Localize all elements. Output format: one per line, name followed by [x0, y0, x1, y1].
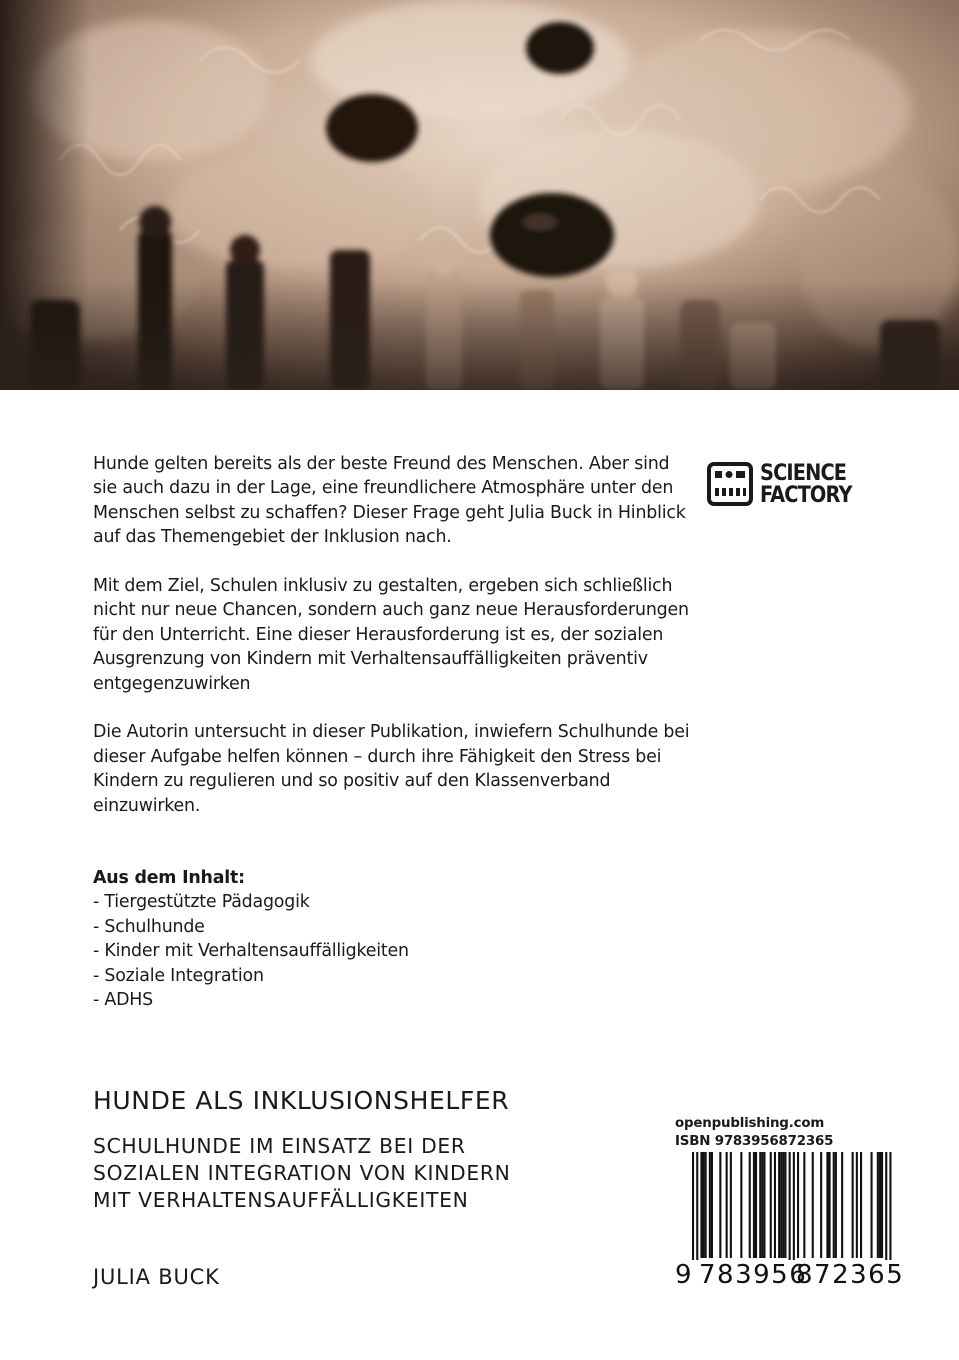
list-item: - Tiergestützte Pädagogik	[93, 892, 310, 913]
barcode-bar	[711, 1152, 713, 1258]
barcode-bar	[749, 1152, 751, 1258]
logo-line-2: FACTORY	[760, 482, 852, 508]
book-author: JULIA BUCK	[93, 1265, 220, 1289]
barcode-bar	[759, 1152, 761, 1258]
list-item: - Kinder mit Verhaltensauffälligkeiten	[93, 941, 409, 962]
barcode-bar	[797, 1152, 799, 1258]
barcode-bar	[780, 1152, 782, 1258]
barcode-bar	[841, 1152, 843, 1258]
barcode-bar	[820, 1152, 822, 1258]
barcode-bar	[852, 1152, 854, 1258]
blurb-paragraph: Die Autorin untersucht in dieser Publikation, inwiefern Schulhunde bei dieser Aufgabe helfen können – durch ihre Fähigkeit den Stress bei Kindern zu regulieren und so positiv auf den Klassenverband einzuwirken.	[93, 722, 690, 816]
publisher-website: openpublishing.com	[675, 1116, 825, 1131]
blurb-paragraph: Mit dem Ziel, Schulen inklusiv zu gestalten, ergeben sich schließlich nicht nur neue Chancen, sondern auch ganz neue Herausforderungen für den Unterricht. Eine dieser Herausforderung ist es, der sozialen Ausgrenzung von Kindern mit Verhaltensauffälligkeiten präventiv entgegenzuwirken	[93, 576, 689, 694]
barcode-bar	[755, 1152, 757, 1258]
list-item: - Schulhunde	[93, 916, 205, 937]
barcode-bar	[835, 1152, 837, 1258]
barcode-bar	[761, 1152, 763, 1258]
barcode-bar	[877, 1152, 879, 1258]
list-item: - Soziale Integration	[93, 965, 264, 986]
barcode-bar	[829, 1152, 831, 1258]
book-subtitle	[93, 1133, 633, 1214]
barcode-bar	[812, 1152, 814, 1258]
subtitle-line: SCHULHUNDE IM EINSATZ BEI DER	[93, 1134, 466, 1158]
dog-chess-photo	[0, 0, 959, 390]
barcode-bar	[889, 1152, 891, 1260]
barcode-bar	[885, 1152, 887, 1260]
subtitle-line: MIT VERHALTENSAUFFÄLLIGKEITEN	[93, 1188, 469, 1212]
blurb	[93, 452, 693, 842]
barcode-bar	[726, 1152, 728, 1258]
barcode-bar	[789, 1152, 791, 1260]
isbn-label: ISBN 9783956872365	[675, 1134, 834, 1149]
barcode-bar	[703, 1152, 705, 1258]
barcode-bar	[793, 1152, 795, 1260]
barcode-bar	[692, 1152, 694, 1260]
barcode-bar	[778, 1152, 780, 1258]
book-title: HUNDE ALS INKLUSIONSHELFER	[93, 1086, 510, 1115]
barcode-bar	[696, 1152, 698, 1260]
logo-line-1: SCIENCE	[760, 460, 847, 486]
barcode-digit-group: 9	[675, 1260, 692, 1290]
barcode-bar	[881, 1152, 883, 1258]
barcode-bar	[719, 1152, 721, 1258]
barcode-bar	[753, 1152, 755, 1258]
barcode-bar	[803, 1152, 805, 1258]
barcode-bar	[770, 1152, 772, 1258]
blurb-paragraph: Hunde gelten bereits als der beste Freund des Menschen. Aber sind sie auch dazu in der Lage, eine freundlichere Atmosphäre unter den Menschen selbst zu schaffen? Dieser Frage geht Julia Buck in Hinblick auf das Themengebiet der Inklusion nach.	[93, 454, 686, 548]
barcode-bar	[709, 1152, 711, 1258]
barcode-bar	[871, 1152, 873, 1258]
list-item: - ADHS	[93, 990, 154, 1011]
barcode-bar	[860, 1152, 862, 1258]
contents-list	[93, 890, 593, 1012]
subtitle-line: SOZIALEN INTEGRATION VON KINDERN	[93, 1161, 511, 1185]
barcode-bar	[774, 1152, 776, 1258]
isbn-barcode	[674, 1152, 896, 1260]
barcode-bar	[700, 1152, 702, 1258]
barcode-bar	[856, 1152, 858, 1258]
publisher-info	[675, 1115, 895, 1151]
logo-wordmark	[760, 462, 852, 506]
barcode-bar	[740, 1152, 742, 1258]
barcode-digits	[675, 1258, 905, 1292]
barcode-bar	[730, 1152, 732, 1258]
barcode-bar	[784, 1152, 786, 1258]
cover-photo	[0, 0, 959, 390]
barcode-digit-group: 872365	[796, 1260, 905, 1290]
contents-section	[93, 866, 593, 1012]
barcode-digit-group: 783956	[699, 1260, 808, 1290]
barcode-bar	[705, 1152, 707, 1258]
barcode-bar	[782, 1152, 784, 1258]
barcode-bar	[879, 1152, 881, 1258]
barcode-bar	[763, 1152, 765, 1258]
contents-heading: Aus dem Inhalt:	[93, 868, 245, 888]
barcode-bar	[826, 1152, 828, 1258]
circuit-board-icon	[707, 461, 753, 507]
barcode-bar	[833, 1152, 835, 1258]
science-factory-logo	[707, 458, 877, 510]
